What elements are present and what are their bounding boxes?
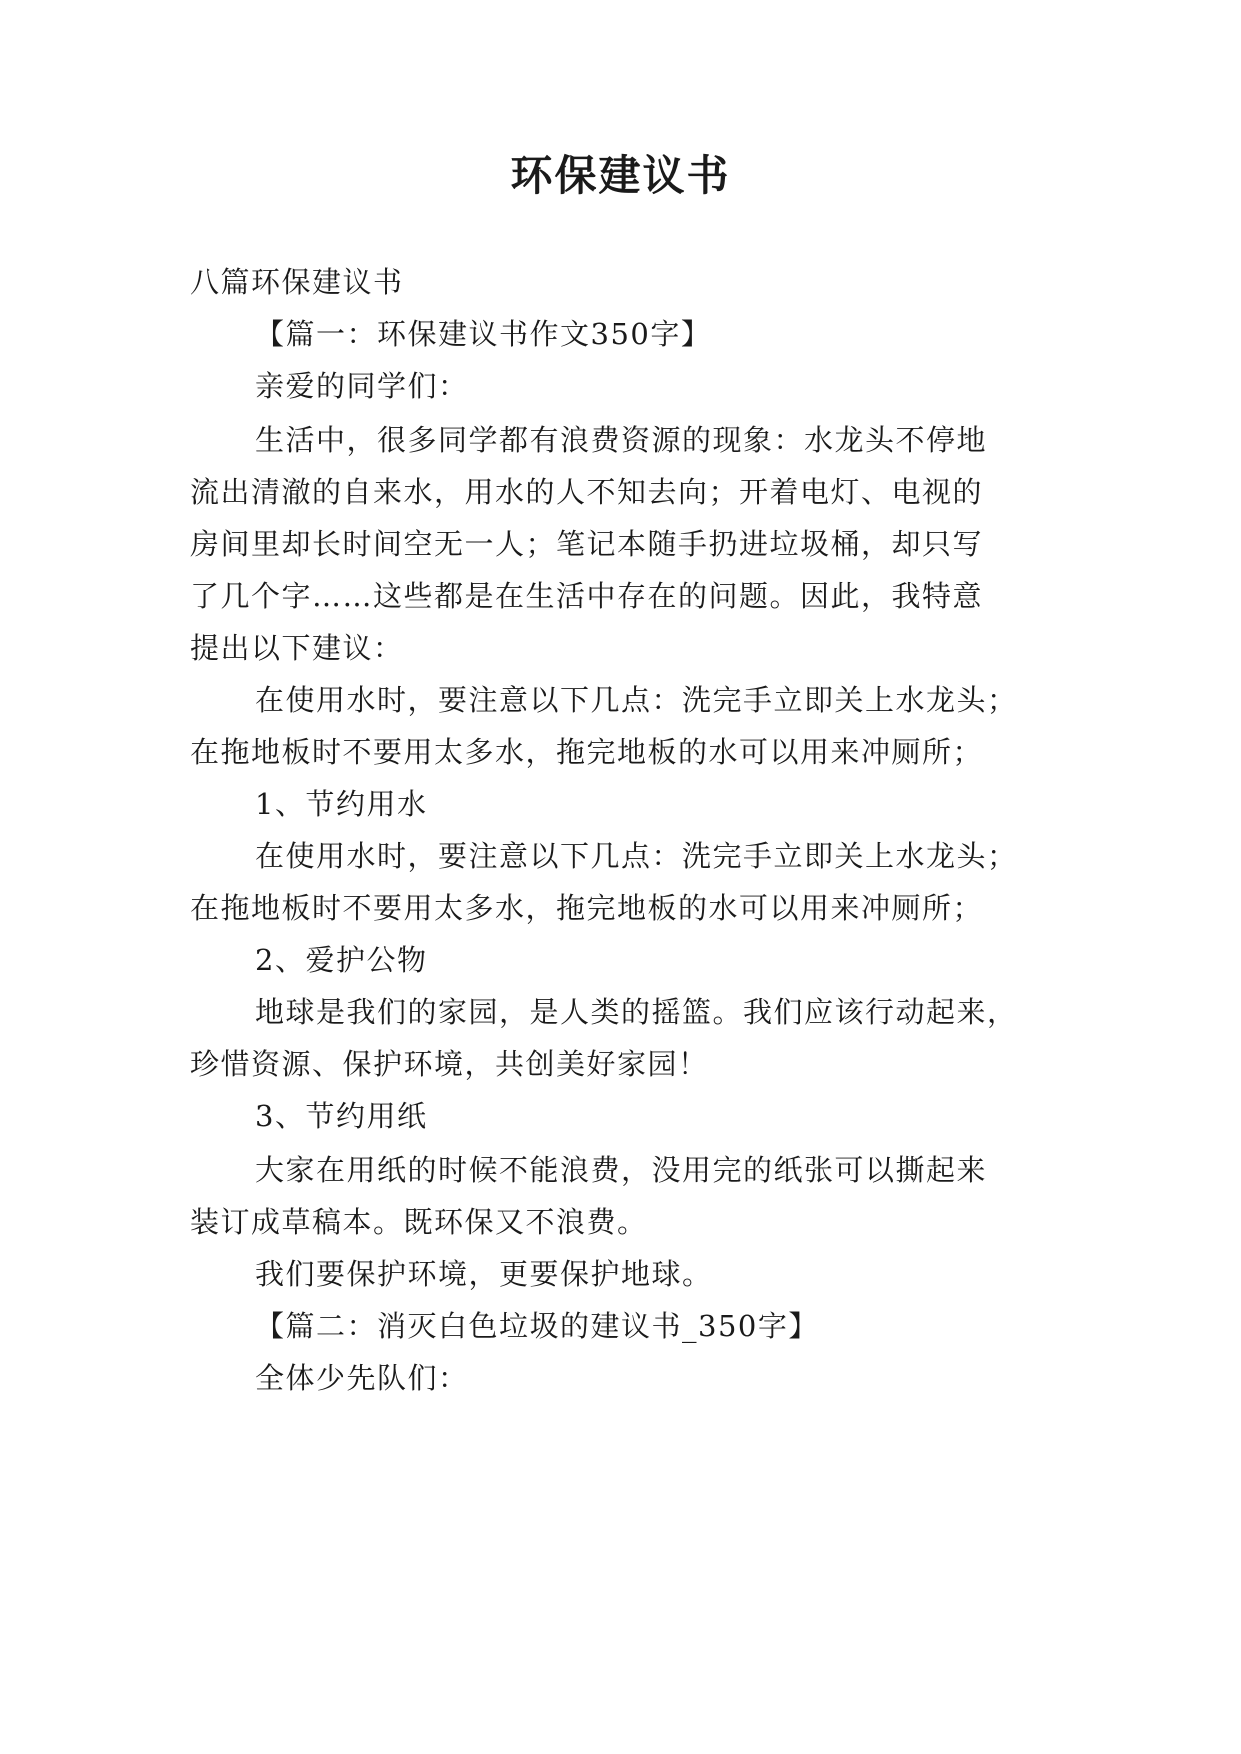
list-heading-1: 1、节约用水 [255, 787, 428, 821]
section-heading-1: 【篇一：环保建议书作文350字】 [255, 317, 712, 351]
body-line: 珍惜资源、保护环境，共创美好家园！ [190, 1047, 709, 1081]
body-line: 流出清澈的自来水，用水的人不知去向；开着电灯、电视的 [190, 475, 984, 509]
body-line: 在使用水时，要注意以下几点：洗完手立即关上水龙头； [255, 683, 1018, 717]
body-line: 房间里却长时间空无一人；笔记本随手扔进垃圾桶，却只写 [190, 527, 984, 561]
document-title: 环保建议书 [510, 151, 731, 200]
body-line: 了几个字……这些都是在生活中存在的问题。因此，我特意 [190, 579, 984, 613]
salutation: 全体少先队们： [255, 1361, 469, 1395]
list-heading-2: 2、爱护公物 [255, 943, 428, 977]
body-line: 在拖地板时不要用太多水，拖完地板的水可以用来冲厕所； [190, 891, 984, 925]
salutation: 亲爱的同学们： [255, 369, 469, 403]
body-line: 生活中，很多同学都有浪费资源的现象：水龙头不停地 [255, 423, 988, 457]
list-heading-3: 3、节约用纸 [255, 1099, 428, 1133]
body-line: 在拖地板时不要用太多水，拖完地板的水可以用来冲厕所； [190, 735, 984, 769]
body-line: 装订成草稿本。既环保又不浪费。 [190, 1205, 648, 1239]
body-line: 在使用水时，要注意以下几点：洗完手立即关上水龙头； [255, 839, 1018, 873]
document-subtitle: 八篇环保建议书 [190, 265, 404, 299]
section-heading-2: 【篇二：消灭白色垃圾的建议书_350字】 [255, 1309, 819, 1343]
body-line: 地球是我们的家园，是人类的摇篮。我们应该行动起来， [255, 995, 1018, 1029]
body-line: 提出以下建议： [190, 631, 404, 665]
body-line: 大家在用纸的时候不能浪费，没用完的纸张可以撕起来 [255, 1153, 988, 1187]
body-line: 我们要保护环境，更要保护地球。 [255, 1257, 713, 1291]
